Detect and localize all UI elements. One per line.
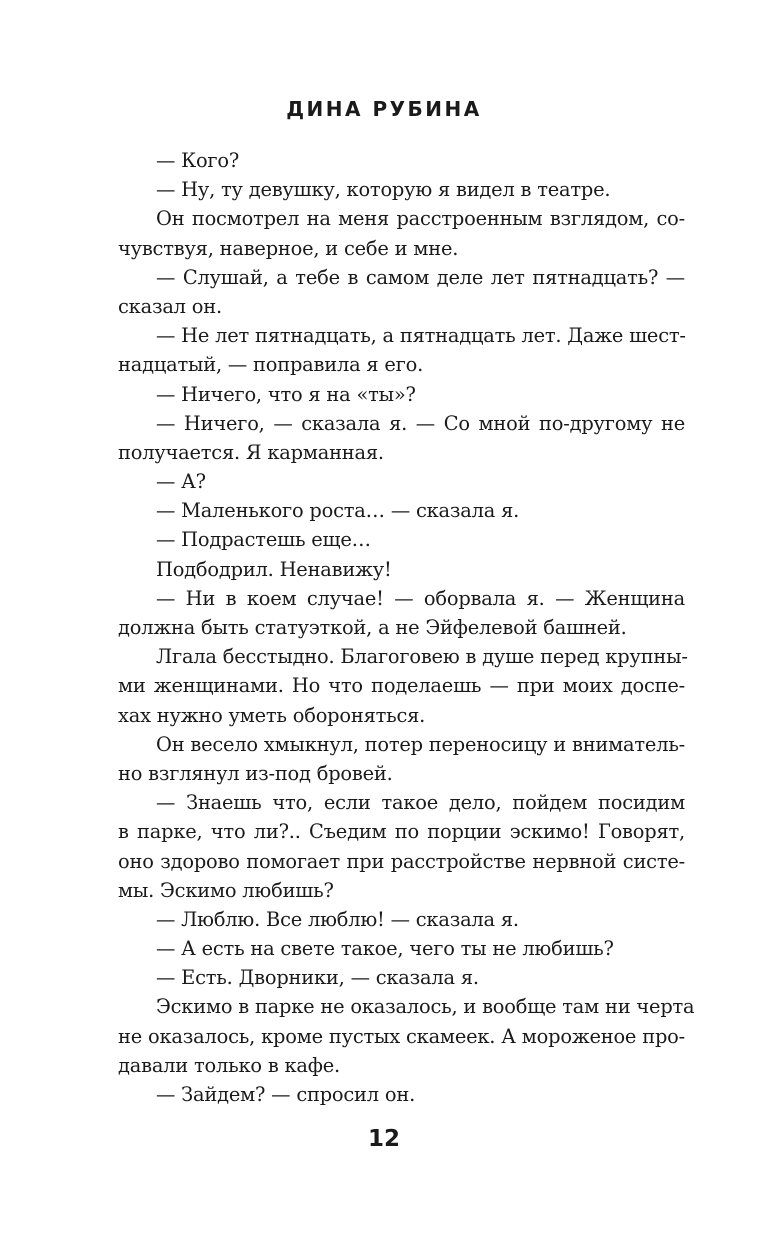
text-line: чувствуя, наверное, и себе и мне.: [118, 236, 459, 260]
text-line: Подбодрил. Ненавижу!: [156, 557, 392, 581]
text-line: хах нужно уметь обороняться.: [118, 703, 426, 727]
text-line: — Кого?: [156, 149, 240, 172]
text-line: ми женщинами. Но что поделаешь — при моих доспе-: [118, 674, 685, 698]
text-line: — А есть на свете такое, чего ты не любишь?: [156, 937, 614, 961]
text-line: — Ничего, что я на «ты»?: [156, 382, 416, 406]
text-line: мы. Эскимо любишь?: [118, 878, 334, 902]
text-line: Лгала бесстыдно. Благоговею в душе перед крупны-: [156, 645, 688, 669]
text-line: в парке, что ли?.. Съедим по порции эскимо! Говорят,: [118, 820, 685, 844]
text-line: — Слушай, а тебе в самом деле лет пятнадцать? —: [156, 265, 685, 289]
text-line: но взглянул из-под бровей.: [118, 761, 393, 785]
running-head-author: ДИНА РУБИНА: [286, 97, 482, 121]
body-text: [118, 146, 695, 1109]
text-line: — Маленького роста… — сказала я.: [156, 499, 520, 523]
text-line: давали только в кафе.: [118, 1053, 340, 1077]
text-line: Он посмотрел на меня расстроенным взглядом, со-: [156, 207, 685, 231]
text-line: Он весело хмыкнул, потер переносицу и вниматель-: [156, 732, 686, 756]
text-line: — Ну, ту девушку, которую я видел в театре.: [156, 178, 611, 202]
text-line: — Люблю. Все люблю! — сказала я.: [156, 907, 519, 931]
text-line: — Зайдем? — спросил он.: [156, 1083, 416, 1106]
text-line: — Знаешь что, если такое дело, пойдем посидим: [156, 791, 685, 815]
text-line: надцатый, — поправила я его.: [118, 353, 424, 377]
text-line: — Ни в коем случае! — оборвала я. — Женщина: [156, 586, 685, 610]
page-number: 12: [367, 1126, 400, 1152]
text-line: — Не лет пятнадцать, а пятнадцать лет. Даже шест-: [156, 324, 686, 348]
text-line: получается. Я карманная.: [118, 440, 384, 464]
text-line: — Подрастешь еще…: [156, 528, 371, 552]
text-line: не оказалось, кроме пустых скамеек. А мороженое про-: [118, 1024, 685, 1048]
text-line: Эскимо в парке не оказалось, и вообще там ни черта: [156, 995, 695, 1019]
text-line: — Есть. Дворники, — сказала я.: [156, 966, 479, 990]
text-line: — А?: [156, 470, 206, 494]
text-line: — Ничего, — сказала я. — Со мной по-другому не: [156, 411, 685, 435]
text-line: должна быть статуэткой, а не Эйфелевой башней.: [118, 616, 627, 639]
text-line: сказал он.: [118, 294, 222, 318]
text-line: оно здорово помогает при расстройстве нервной систе-: [118, 849, 685, 873]
